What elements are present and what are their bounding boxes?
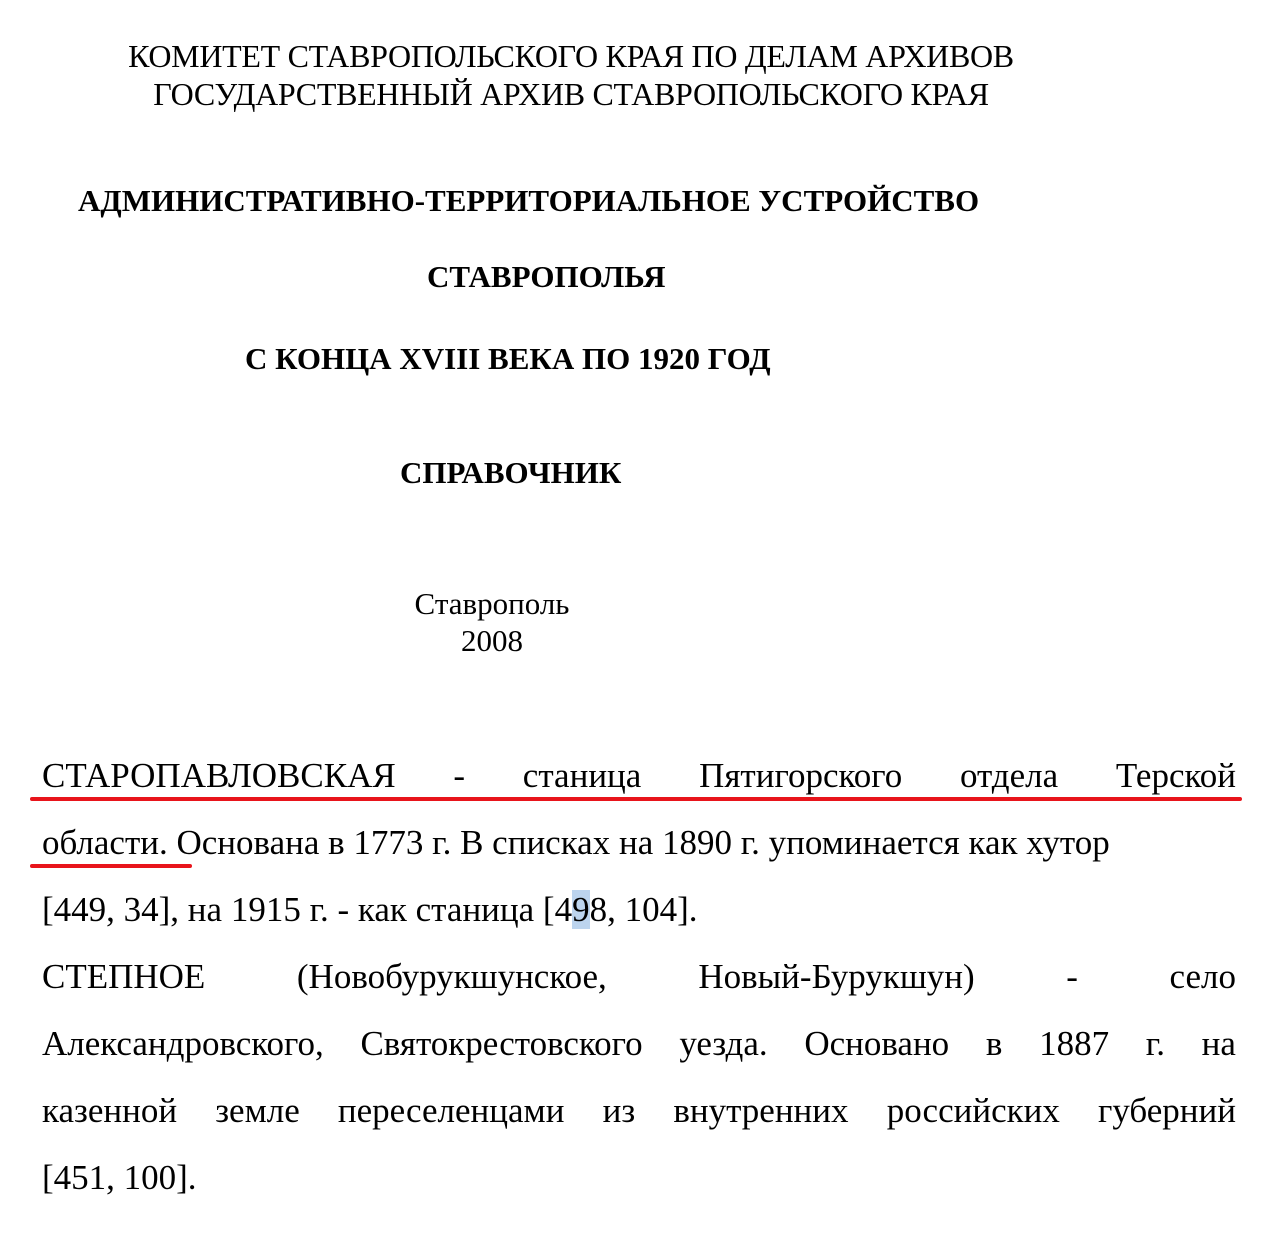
entry-word: Александровского, <box>42 1024 324 1063</box>
entry-word: г. <box>1145 1024 1165 1063</box>
entry-line <box>42 876 1236 943</box>
selection-highlight: 9 <box>572 890 590 929</box>
entry-line <box>42 809 1236 876</box>
imprint-city: Ставрополь <box>414 586 570 621</box>
entry-line <box>42 1144 1236 1211</box>
entry-stepnoe <box>42 943 1236 1211</box>
entry-line <box>42 943 1236 1010</box>
entry-word: земле <box>215 1091 300 1130</box>
entry-word: (Новобурукшунское, <box>296 957 607 996</box>
entry-word: станица <box>522 756 642 795</box>
entry-word: в <box>985 1024 1003 1063</box>
entry-word: Новый-Бурукшун) <box>698 957 975 996</box>
entry-word: 1887 <box>1039 1024 1110 1063</box>
entry-word: внутренних <box>673 1091 849 1130</box>
entry-word: отдела <box>959 756 1059 795</box>
archive-name: ГОСУДАРСТВЕННЫЙ АРХИВ СТАВРОПОЛЬСКОГО КРАЯ <box>153 76 989 112</box>
entry-word: из <box>602 1091 636 1130</box>
entry-word: российских <box>886 1091 1060 1130</box>
entry-text: [449, 34], на 1915 г. - как станица [4 <box>42 890 573 929</box>
entry-word: губерний <box>1098 1091 1236 1130</box>
entry-line <box>42 1010 1236 1077</box>
entry-word: на <box>1201 1024 1236 1063</box>
title-line-1: АДМИНИСТРАТИВНО-ТЕРРИТОРИАЛЬНОЕ УСТРОЙСТВО <box>78 183 980 218</box>
title-line-3: С КОНЦА XVIII ВЕКА ПО 1920 ГОД <box>245 341 771 376</box>
entry-word: Терской <box>1115 756 1236 795</box>
entry-word: СТЕПНОЕ <box>42 957 206 996</box>
title-line-2: СТАВРОПОЛЬЯ <box>427 259 666 294</box>
subtitle: СПРАВОЧНИК <box>400 455 622 490</box>
entry-staropavlovskaya <box>42 742 1236 943</box>
red-underline-annotation <box>30 797 1242 801</box>
imprint-year: 2008 <box>461 623 523 658</box>
entry-text: области. Основана в 1773 г. В списках на 1890 г. упоминается как хутор <box>42 823 1110 862</box>
entry-word: Основано <box>804 1024 950 1063</box>
entry-word: уезда. <box>679 1024 768 1063</box>
entry-word: - <box>453 756 466 795</box>
entry-line <box>42 1077 1236 1144</box>
entry-word: село <box>1169 957 1236 996</box>
entry-word: казенной <box>42 1091 178 1130</box>
entry-word: переселенцами <box>337 1091 565 1130</box>
entry-text: 8, 104]. <box>589 890 698 929</box>
entry-word: Святокрестовского <box>360 1024 643 1063</box>
committee-name: КОМИТЕТ СТАВРОПОЛЬСКОГО КРАЯ ПО ДЕЛАМ АРХИВОВ <box>128 38 1014 74</box>
entry-word: СТАРОПАВЛОВСКАЯ <box>42 756 396 795</box>
red-underline-annotation <box>30 864 192 868</box>
entry-word: Пятигорского <box>699 756 903 795</box>
entry-text: [451, 100]. <box>42 1158 197 1197</box>
entry-word: - <box>1066 957 1078 996</box>
